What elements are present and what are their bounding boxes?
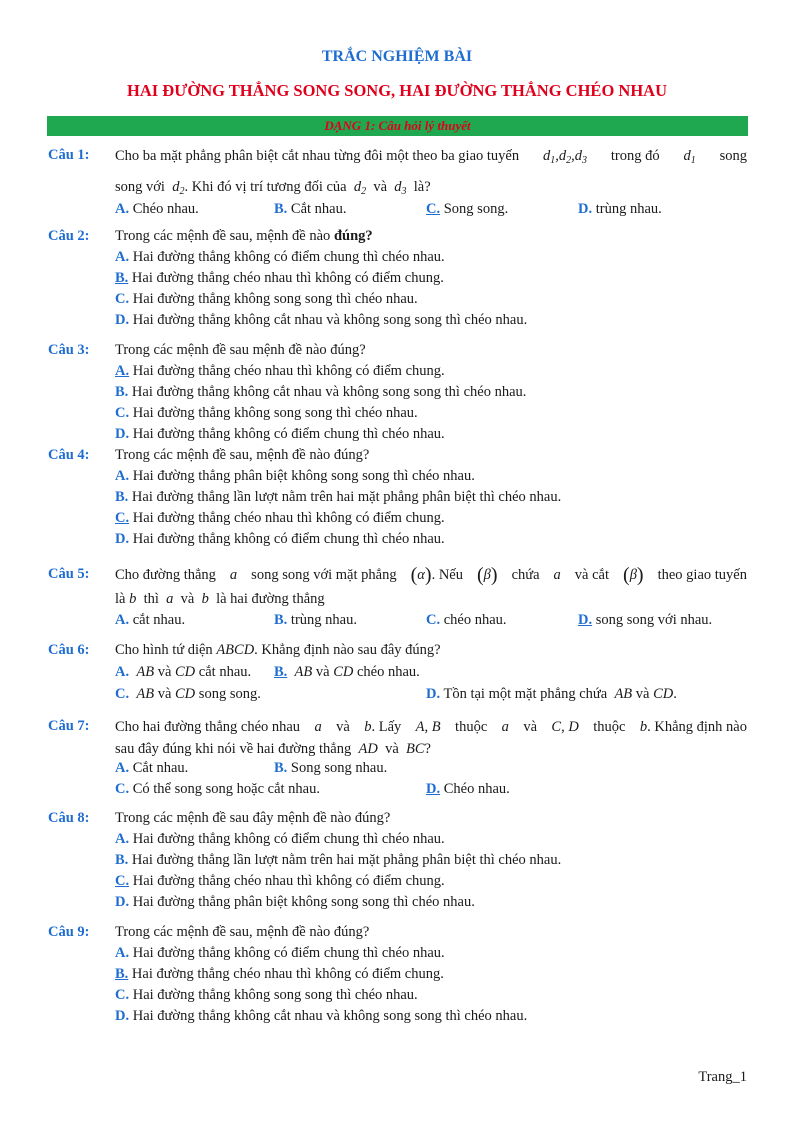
option-b[interactable]: B. Hai đường thẳng chéo nhau thì không có điểm chung. <box>115 270 444 286</box>
section-banner <box>47 116 748 136</box>
option-c[interactable]: C. chéo nhau. <box>426 612 507 628</box>
math-alpha: (α). Nếu <box>410 564 463 586</box>
q-text-part: và <box>523 719 538 735</box>
option-b[interactable]: B. Cắt nhau. <box>274 201 347 217</box>
page-number: Trang_1 <box>698 1069 747 1085</box>
q-text-part: Cho đường thẳng <box>115 567 216 583</box>
option-c[interactable]: C. Hai đường thẳng chéo nhau thì không có điểm chung. <box>115 510 445 526</box>
option-c[interactable]: C. Có thể song song hoặc cắt nhau. <box>115 781 320 797</box>
section-label: DẠNG 1: Câu hỏi lý thuyết <box>324 118 471 133</box>
math-BC: BC <box>406 741 425 757</box>
option-c[interactable]: C. Hai đường thẳng không song song thì chéo nhau. <box>115 291 418 307</box>
option-d[interactable]: D. trùng nhau. <box>578 201 662 217</box>
option-a[interactable]: A. Hai đường thẳng không có điểm chung thì chéo nhau. <box>115 945 445 961</box>
q-text-part: và <box>385 741 399 757</box>
option-d[interactable]: D. song song với nhau. <box>578 612 713 628</box>
math-b: b <box>201 591 209 607</box>
option-b[interactable]: B. Hai đường thẳng không cắt nhau và không song song thì chéo nhau. <box>115 384 527 400</box>
option-d[interactable]: D. Hai đường thẳng không cắt nhau và không song song thì chéo nhau. <box>115 1008 528 1024</box>
q-text-part: là hai đường thẳng <box>216 591 325 607</box>
option-d[interactable]: D. Hai đường thẳng không có điểm chung thì chéo nhau. <box>115 426 445 442</box>
option-d[interactable]: D. Tồn tại một mặt phẳng chứa AB và CD. <box>426 686 677 702</box>
q-text-part: Cho ba mặt phẳng phân biệt cắt nhau từng đôi một theo ba giao tuyến <box>115 148 520 164</box>
option-a[interactable]: A. AB và CD cắt nhau. <box>115 664 252 680</box>
q-text-part: thuộc <box>593 719 626 735</box>
question-number: Câu 1: <box>48 147 90 163</box>
math-a: a <box>553 567 561 583</box>
q-text-part: thuộc <box>455 719 488 735</box>
q-text-part: là <box>115 591 126 607</box>
math-C-D: C, D <box>551 719 579 735</box>
question-number: Câu 3: <box>48 342 90 358</box>
option-b[interactable]: B. Hai đường thẳng chéo nhau thì không có điểm chung. <box>115 966 444 982</box>
math-a: a <box>166 591 174 607</box>
option-d[interactable]: D. Hai đường thẳng phân biệt không song song thì chéo nhau. <box>115 894 475 910</box>
question-text <box>115 564 747 610</box>
page-title: TRẮC NGHIỆM BÀI <box>321 48 473 65</box>
math-b: b. Khẳng định nào <box>639 719 747 735</box>
page-subtitle: HAI ĐƯỜNG THẲNG SONG SONG, HAI ĐƯỜNG THẲNG CHÉO NHAU <box>127 81 667 100</box>
option-a[interactable]: A. Hai đường thẳng phân biệt không song song thì chéo nhau. <box>115 468 475 484</box>
question-number: Câu 7: <box>48 718 90 734</box>
option-a[interactable]: A. Hai đường thẳng chéo nhau thì không có điểm chung. <box>115 363 445 379</box>
math-d2: $d_2$ <box>353 179 367 197</box>
option-b[interactable]: B. AB và CD chéo nhau. <box>274 664 420 680</box>
q-text-part: song <box>719 148 747 164</box>
q-text-part: thì <box>143 591 159 607</box>
question-number: Câu 2: <box>48 228 90 244</box>
q-text-part: và cắt <box>574 567 610 583</box>
q-text-part: . Khi đó vị trí tương đối của <box>184 179 347 195</box>
q-text-part: chứa <box>511 567 540 583</box>
option-c[interactable]: C. Hai đường thẳng chéo nhau thì không có điểm chung. <box>115 873 445 889</box>
question-text: Trong các mệnh đề sau, mệnh đề nào đúng? <box>115 228 373 244</box>
option-c[interactable]: C. Song song. <box>426 201 509 217</box>
question-text: Trong các mệnh đề sau, mệnh đề nào đúng? <box>115 447 370 463</box>
math-beta: (β) <box>476 564 498 586</box>
math-d1d2d3: $d_1,d_2,d_3$ <box>542 148 587 166</box>
math-AD: AD <box>358 741 378 757</box>
math-b: b <box>129 591 137 607</box>
q-text-part: Cho hai đường thẳng chéo nhau <box>115 719 301 735</box>
question-number: Câu 4: <box>48 447 90 463</box>
q-text-part: sau đây đúng khi nói về hai đường thẳng <box>115 741 352 757</box>
question-text: Cho hai đường thẳng chéo nhau a và b. Lấy A, B thuộc a và C, D thuộc b. Khẳng định nào sau đây đúng khi nói về hai đường thẳng AD và BC? <box>115 716 747 760</box>
question-text: Trong các mệnh đề sau đây mệnh đề nào đúng? <box>115 810 391 826</box>
question-text: Cho hình tứ diện ABCD. Khẳng định nào sau đây đúng? <box>115 642 441 658</box>
option-b[interactable]: B. trùng nhau. <box>274 612 357 628</box>
option-a[interactable]: A. Hai đường thẳng không có điểm chung thì chéo nhau. <box>115 249 445 265</box>
q-text-part: và <box>180 591 195 607</box>
question-number: Câu 9: <box>48 924 90 940</box>
option-d[interactable]: D. Chéo nhau. <box>426 781 510 797</box>
option-b[interactable]: B. Song song nhau. <box>274 760 388 776</box>
question-number: Câu 6: <box>48 642 90 658</box>
q-text-part: song song với mặt phẳng <box>251 567 397 583</box>
option-b[interactable]: B. Hai đường thẳng lần lượt nằm trên hai mặt phẳng phân biệt thì chéo nhau. <box>115 489 562 505</box>
question-text <box>115 145 747 203</box>
option-a[interactable]: A. Hai đường thẳng không có điểm chung thì chéo nhau. <box>115 831 445 847</box>
q-text-part: song với <box>115 179 165 195</box>
option-c[interactable]: C. Hai đường thẳng không song song thì chéo nhau. <box>115 405 418 421</box>
q-text-part: theo giao tuyến <box>657 567 747 583</box>
q-text-part: là? <box>413 179 431 195</box>
q-text-part: trong đó <box>610 148 660 164</box>
math-a: a <box>229 567 238 583</box>
math-beta: (β) <box>623 564 644 586</box>
question-number: Câu 5: <box>48 566 90 582</box>
option-d[interactable]: D. Hai đường thẳng không có điểm chung thì chéo nhau. <box>115 531 445 547</box>
option-b[interactable]: B. Hai đường thẳng lần lượt nằm trên hai mặt phẳng phân biệt thì chéo nhau. <box>115 852 562 868</box>
question-text: Trong các mệnh đề sau, mệnh đề nào đúng? <box>115 924 370 940</box>
math-A-B: A, B <box>415 719 441 735</box>
q-text-part: và <box>336 719 350 735</box>
q-text-part: và <box>373 179 388 195</box>
option-c[interactable]: C. AB và CD song song. <box>115 686 261 702</box>
math-d3: $d_3$ <box>394 179 407 197</box>
math-b: b. Lấy <box>364 719 402 735</box>
question-number: Câu 8: <box>48 810 90 826</box>
math-d1: $d_1$ <box>683 148 696 166</box>
option-a[interactable]: A. Chéo nhau. <box>115 201 199 217</box>
option-d[interactable]: D. Hai đường thẳng không cắt nhau và không song song thì chéo nhau. <box>115 312 528 328</box>
math-a: a <box>501 719 509 735</box>
option-a[interactable]: A. Cắt nhau. <box>115 760 189 776</box>
math-a: a <box>314 719 322 735</box>
option-a[interactable]: A. cắt nhau. <box>115 612 186 628</box>
option-c[interactable]: C. Hai đường thẳng không song song thì chéo nhau. <box>115 987 418 1003</box>
math-d2: $d_2$ <box>172 179 185 197</box>
question-text: Trong các mệnh đề sau mệnh đề nào đúng? <box>115 342 366 358</box>
